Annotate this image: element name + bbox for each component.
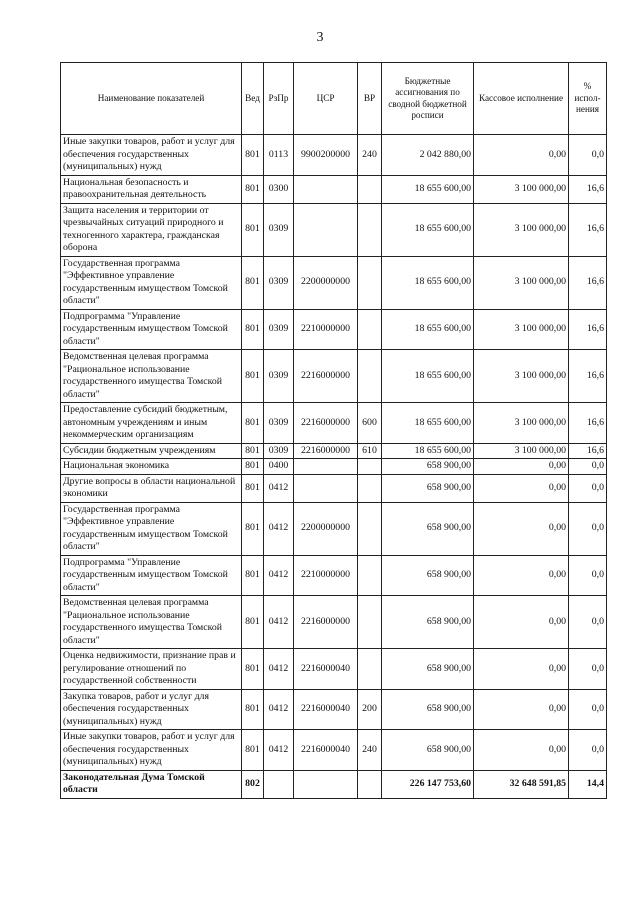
cell-pct: 0,0 bbox=[569, 689, 607, 730]
cell-pct: 16,6 bbox=[569, 256, 607, 309]
cell-pct: 0,0 bbox=[569, 649, 607, 690]
cell-vr: 200 bbox=[358, 689, 382, 730]
cell-cash: 3 100 000,00 bbox=[474, 175, 569, 203]
cell-vr: 600 bbox=[358, 403, 382, 444]
cell-budget: 18 655 600,00 bbox=[382, 350, 474, 403]
cell-pct: 0,0 bbox=[569, 596, 607, 649]
cell-rzpr: 0309 bbox=[264, 403, 294, 444]
cell-vr: 240 bbox=[358, 730, 382, 771]
cell-budget: 18 655 600,00 bbox=[382, 443, 474, 459]
cell-cash: 3 100 000,00 bbox=[474, 256, 569, 309]
cell-cash: 0,00 bbox=[474, 135, 569, 176]
cell-cash: 0,00 bbox=[474, 502, 569, 555]
cell-vr bbox=[358, 256, 382, 309]
cell-vr bbox=[358, 350, 382, 403]
cell-ved: 801 bbox=[242, 256, 264, 309]
cell-pct: 0,0 bbox=[569, 474, 607, 502]
cell-vr bbox=[358, 502, 382, 555]
table-row bbox=[61, 555, 607, 596]
cell-rzpr: 0309 bbox=[264, 350, 294, 403]
cell-name: Иные закупки товаров, работ и услуг для обеспечения государственных (муниципальных) нужд bbox=[61, 730, 242, 771]
table-row bbox=[61, 689, 607, 730]
cell-pct: 16,6 bbox=[569, 175, 607, 203]
cell-rzpr bbox=[264, 770, 294, 798]
header-row bbox=[61, 63, 607, 135]
cell-csr: 2200000000 bbox=[294, 256, 358, 309]
cell-ved: 801 bbox=[242, 555, 264, 596]
col-header-cash: Кассовое исполнение bbox=[474, 63, 569, 135]
cell-vr bbox=[358, 649, 382, 690]
cell-rzpr: 0412 bbox=[264, 596, 294, 649]
cell-pct: 0,0 bbox=[569, 135, 607, 176]
cell-name: Национальная экономика bbox=[61, 459, 242, 475]
cell-budget: 18 655 600,00 bbox=[382, 203, 474, 256]
cell-name: Оценка недвижимости, признание прав и регулирование отношений по государственной собственности bbox=[61, 649, 242, 690]
cell-csr bbox=[294, 203, 358, 256]
cell-ved: 801 bbox=[242, 459, 264, 475]
cell-name: Другие вопросы в области национальной экономики bbox=[61, 474, 242, 502]
cell-cash: 0,00 bbox=[474, 474, 569, 502]
cell-ved: 801 bbox=[242, 403, 264, 444]
cell-rzpr: 0309 bbox=[264, 256, 294, 309]
cell-rzpr: 0400 bbox=[264, 459, 294, 475]
cell-budget: 658 900,00 bbox=[382, 474, 474, 502]
table-row bbox=[61, 502, 607, 555]
table-row bbox=[61, 309, 607, 350]
cell-cash: 0,00 bbox=[474, 555, 569, 596]
cell-budget: 658 900,00 bbox=[382, 689, 474, 730]
col-header-pct: % испол-нения bbox=[569, 63, 607, 135]
cell-name: Подпрограмма "Управление государственным имуществом Томской области" bbox=[61, 309, 242, 350]
cell-rzpr: 0412 bbox=[264, 502, 294, 555]
cell-name: Предоставление субсидий бюджетным, автономным учреждениям и иным некоммерческим организациям bbox=[61, 403, 242, 444]
cell-csr bbox=[294, 175, 358, 203]
cell-name: Иные закупки товаров, работ и услуг для обеспечения государственных (муниципальных) нужд bbox=[61, 135, 242, 176]
cell-cash: 3 100 000,00 bbox=[474, 443, 569, 459]
cell-budget: 658 900,00 bbox=[382, 596, 474, 649]
table-row bbox=[61, 730, 607, 771]
cell-ved: 801 bbox=[242, 175, 264, 203]
cell-ved: 801 bbox=[242, 689, 264, 730]
table-row bbox=[61, 403, 607, 444]
cell-name: Защита населения и территории от чрезвычайных ситуаций природного и техногенного характера, гражданская оборона bbox=[61, 203, 242, 256]
cell-cash: 0,00 bbox=[474, 689, 569, 730]
cell-pct: 16,6 bbox=[569, 203, 607, 256]
cell-cash: 3 100 000,00 bbox=[474, 203, 569, 256]
col-header-ved: Вед bbox=[242, 63, 264, 135]
cell-csr: 9900200000 bbox=[294, 135, 358, 176]
table-row bbox=[61, 203, 607, 256]
cell-name: Подпрограмма "Управление государственным имуществом Томской области" bbox=[61, 555, 242, 596]
cell-pct: 0,0 bbox=[569, 555, 607, 596]
col-header-name: Наименование показателей bbox=[61, 63, 242, 135]
cell-pct: 14,4 bbox=[569, 770, 607, 798]
cell-pct: 16,6 bbox=[569, 350, 607, 403]
table-row bbox=[61, 350, 607, 403]
cell-rzpr: 0412 bbox=[264, 730, 294, 771]
cell-rzpr: 0412 bbox=[264, 689, 294, 730]
cell-pct: 0,0 bbox=[569, 730, 607, 771]
cell-cash: 0,00 bbox=[474, 459, 569, 475]
cell-name: Ведомственная целевая программа "Рациональное использование государственного имущества Томской области" bbox=[61, 350, 242, 403]
cell-csr bbox=[294, 474, 358, 502]
table-row bbox=[61, 256, 607, 309]
cell-name: Государственная программа "Эффективное управление государственным имуществом Томской области" bbox=[61, 502, 242, 555]
cell-vr bbox=[358, 175, 382, 203]
cell-budget: 18 655 600,00 bbox=[382, 403, 474, 444]
cell-ved: 801 bbox=[242, 730, 264, 771]
col-header-rzpr: РзПр bbox=[264, 63, 294, 135]
cell-cash: 0,00 bbox=[474, 596, 569, 649]
cell-name: Закупка товаров, работ и услуг для обеспечения государственных (муниципальных) нужд bbox=[61, 689, 242, 730]
cell-csr: 2216000040 bbox=[294, 730, 358, 771]
cell-cash: 0,00 bbox=[474, 649, 569, 690]
cell-budget: 226 147 753,60 bbox=[382, 770, 474, 798]
cell-name: Субсидии бюджетным учреждениям bbox=[61, 443, 242, 459]
cell-rzpr: 0412 bbox=[264, 474, 294, 502]
cell-budget: 658 900,00 bbox=[382, 555, 474, 596]
table-row bbox=[61, 596, 607, 649]
cell-cash: 3 100 000,00 bbox=[474, 309, 569, 350]
table-row bbox=[61, 175, 607, 203]
budget-execution-table bbox=[60, 62, 607, 799]
cell-budget: 18 655 600,00 bbox=[382, 309, 474, 350]
cell-name: Национальная безопасность и правоохранительная деятельность bbox=[61, 175, 242, 203]
cell-vr bbox=[358, 596, 382, 649]
cell-csr: 2216000000 bbox=[294, 403, 358, 444]
cell-cash: 3 100 000,00 bbox=[474, 403, 569, 444]
cell-pct: 16,6 bbox=[569, 443, 607, 459]
cell-cash: 3 100 000,00 bbox=[474, 350, 569, 403]
cell-budget: 18 655 600,00 bbox=[382, 175, 474, 203]
cell-rzpr: 0412 bbox=[264, 555, 294, 596]
cell-rzpr: 0309 bbox=[264, 309, 294, 350]
cell-rzpr: 0300 bbox=[264, 175, 294, 203]
cell-ved: 801 bbox=[242, 203, 264, 256]
cell-name: Государственная программа "Эффективное управление государственным имуществом Томской области" bbox=[61, 256, 242, 309]
cell-vr: 240 bbox=[358, 135, 382, 176]
cell-csr: 2210000000 bbox=[294, 309, 358, 350]
cell-ved: 801 bbox=[242, 443, 264, 459]
cell-vr bbox=[358, 474, 382, 502]
cell-name: Законодательная Дума Томской области bbox=[61, 770, 242, 798]
cell-csr: 2216000040 bbox=[294, 689, 358, 730]
cell-cash: 32 648 591,85 bbox=[474, 770, 569, 798]
cell-ved: 802 bbox=[242, 770, 264, 798]
cell-ved: 801 bbox=[242, 502, 264, 555]
cell-budget: 2 042 880,00 bbox=[382, 135, 474, 176]
table-total-row bbox=[61, 770, 607, 798]
cell-vr bbox=[358, 555, 382, 596]
cell-vr bbox=[358, 459, 382, 475]
cell-csr: 2216000000 bbox=[294, 350, 358, 403]
cell-budget: 658 900,00 bbox=[382, 502, 474, 555]
table-row bbox=[61, 443, 607, 459]
cell-vr: 610 bbox=[358, 443, 382, 459]
cell-budget: 658 900,00 bbox=[382, 730, 474, 771]
cell-ved: 801 bbox=[242, 135, 264, 176]
cell-ved: 801 bbox=[242, 309, 264, 350]
cell-csr bbox=[294, 770, 358, 798]
cell-csr bbox=[294, 459, 358, 475]
cell-budget: 658 900,00 bbox=[382, 459, 474, 475]
cell-name: Ведомственная целевая программа "Рациональное использование государственного имущества Томской области" bbox=[61, 596, 242, 649]
cell-budget: 658 900,00 bbox=[382, 649, 474, 690]
page-number: 3 bbox=[316, 30, 324, 45]
cell-csr: 2216000040 bbox=[294, 649, 358, 690]
table-row bbox=[61, 459, 607, 475]
cell-pct: 0,0 bbox=[569, 459, 607, 475]
cell-rzpr: 0412 bbox=[264, 649, 294, 690]
cell-pct: 0,0 bbox=[569, 502, 607, 555]
cell-ved: 801 bbox=[242, 649, 264, 690]
table-row bbox=[61, 135, 607, 176]
cell-cash: 0,00 bbox=[474, 730, 569, 771]
cell-rzpr: 0309 bbox=[264, 443, 294, 459]
cell-ved: 801 bbox=[242, 350, 264, 403]
col-header-vr: ВР bbox=[358, 63, 382, 135]
cell-csr: 2216000000 bbox=[294, 596, 358, 649]
cell-vr bbox=[358, 309, 382, 350]
cell-csr: 2200000000 bbox=[294, 502, 358, 555]
cell-ved: 801 bbox=[242, 596, 264, 649]
cell-budget: 18 655 600,00 bbox=[382, 256, 474, 309]
cell-rzpr: 0113 bbox=[264, 135, 294, 176]
cell-pct: 16,6 bbox=[569, 309, 607, 350]
table-row bbox=[61, 474, 607, 502]
col-header-csr: ЦСР bbox=[294, 63, 358, 135]
cell-vr bbox=[358, 770, 382, 798]
cell-vr bbox=[358, 203, 382, 256]
col-header-budget: Бюджетные ассигнования по сводной бюджетной росписи bbox=[382, 63, 474, 135]
cell-ved: 801 bbox=[242, 474, 264, 502]
table-row bbox=[61, 649, 607, 690]
cell-rzpr: 0309 bbox=[264, 203, 294, 256]
cell-csr: 2216000000 bbox=[294, 443, 358, 459]
cell-csr: 2210000000 bbox=[294, 555, 358, 596]
cell-pct: 16,6 bbox=[569, 403, 607, 444]
